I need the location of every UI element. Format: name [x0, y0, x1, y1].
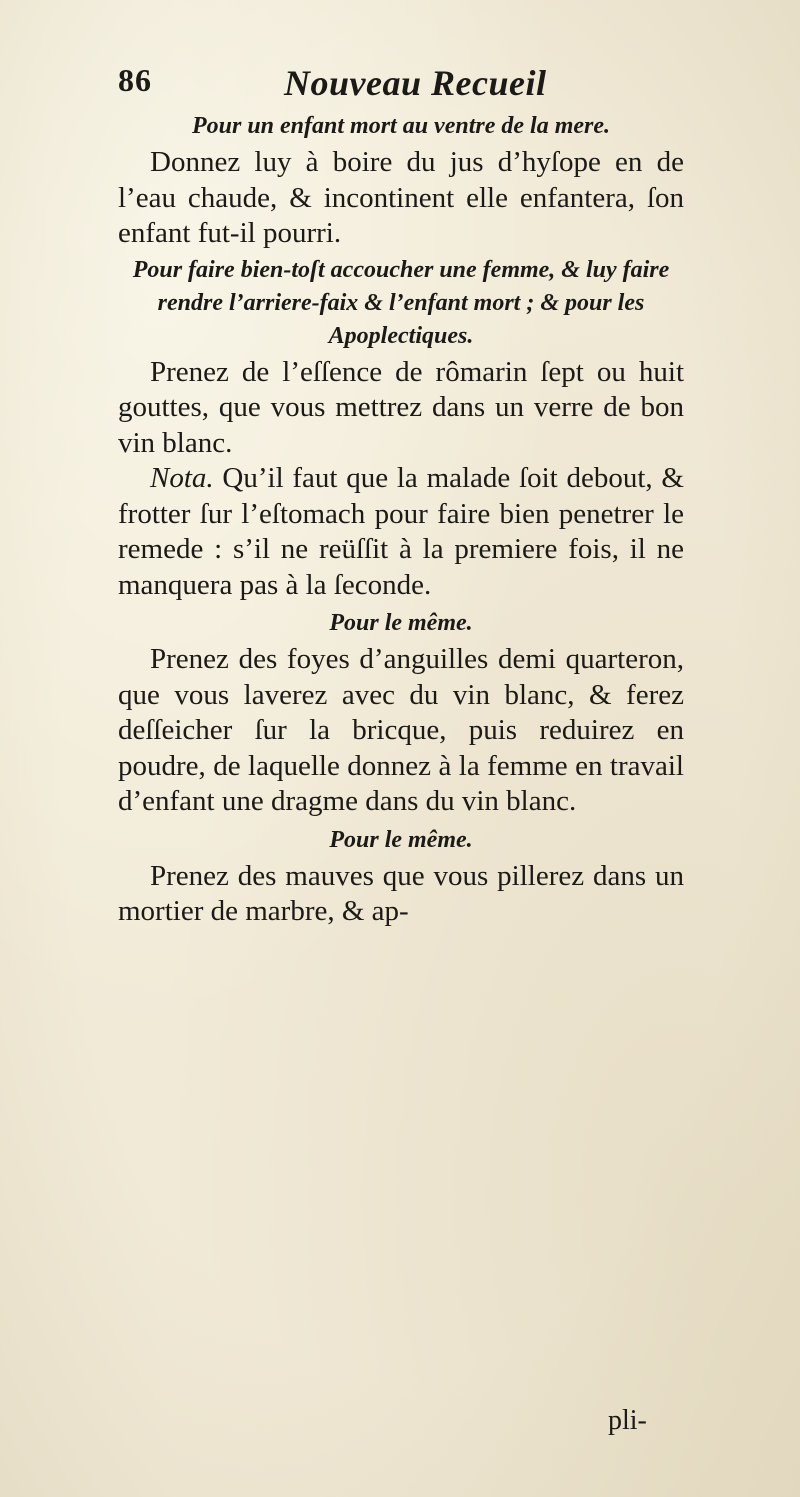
paragraph: Prenez de l’eſſence de rômarin ſept ou huit gouttes, que vous mettrez dans un verre de bon vin blanc.	[118, 355, 684, 459]
paragraph: Prenez des foyes d’anguilles demi quarteron, que vous laverez avec du vin blanc, & ferez deſſeicher ſur la bricque, puis reduirez en poudre, de laquelle donnez à la femme en travail d’enfant une dragme dans du vin blanc.	[118, 643, 684, 817]
nota-text: Qu’il faut que la malade ſoit debout, & frotter ſur l’eſtomach pour faire bien penetrer le remede : s’il ne reüſſit à la premiere fois, il ne manquera pas à la ſeconde.	[118, 462, 684, 601]
paragraph: Donnez luy à boire du jus d’hyſope en de l’eau chaude, & incontinent elle enfantera, ſon enfant fut-il pourri.	[118, 146, 684, 249]
section-heading: Pour faire bien-toſt accoucher une femme, & luy faire rendre l’arriere-faix & l’enfant mort ; & pour les Apoplectiques.	[132, 256, 670, 349]
section-heading: Pour le même.	[329, 826, 473, 853]
section-heading: Pour le même.	[329, 610, 473, 636]
section-heading: Pour un enfant mort au ventre de la mere.	[191, 113, 611, 139]
catchword: pli-	[608, 1405, 647, 1436]
main-text	[118, 110, 684, 930]
nota-paragraph	[118, 461, 684, 603]
nota-label: Nota.	[150, 462, 214, 494]
paragraph: Prenez des mauves que vous pillerez dans un mortier de marbre, & ap-	[118, 859, 684, 927]
page-header	[118, 62, 678, 106]
page-number: 86	[118, 62, 152, 98]
running-title: Nouveau Recueil	[284, 63, 547, 103]
